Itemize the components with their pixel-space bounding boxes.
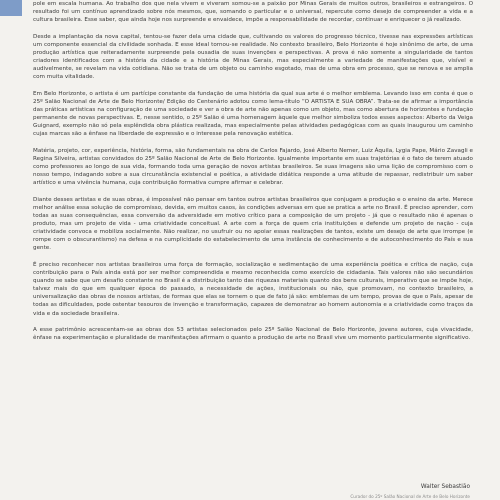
corner-color-block xyxy=(0,0,22,16)
paragraph-3: Em Belo Horizonte, o artista é um partícipe constante da fundação de uma história da qual sua arte é o melhor emblema. Levando isso em conta é que o 25º Salão Nacional de Arte de Belo Horizonte/ Edição do Centenário adotou como lema-título “O ARTISTA E SUA OBRA”. Trata-se de afirmar a importância das práticas artísticas na configuração de uma sociedade e ver a obra de arte não apenas como um objeto, mas como abertura de horizontes e fundação permanente de novas perspectivas. E, nesse sentido, o 25º Salão é uma homenagem àquele que melhor simboliza todos esses aspectos: Alberto da Veiga Guignard, exemplo não só pela esplêndida obra plástica realizada, mas especialmente pelas atividades pedagógicas com as quais inaugurou um caminho cujas marcas são a ênfase na liberdade de expressão e o interesse pela renovação estética. xyxy=(33,90,473,138)
paragraph-2: Desde a implantação da nova capital, tentou-se fazer dela uma cidade que, cultivando os valores do progresso técnico, tivesse nas expressões artísticas um componente essencial da civilidade sonhada. E esse ideal tornou-se realidade. No contexto brasileiro, Belo Horizonte é hoje sinônimo de arte, de uma produção artística que reiteradamente surpreende pela ousadia de suas invenções e perspectivas. A prova é não somente a singularidade de tantos criadores identificados com a história da cidade e a história de Minas Gerais, mas especialmente a variedade de manifestações que, visível e audivelmente, se revelam na vida cotidiana. Não se trata de um objeto ou caminho esgotado, mas de uma obra em processo, que se renova e se amplia com muita vitalidade. xyxy=(33,33,473,81)
paragraph-7: A esse patrimônio acrescentam-se as obras dos 53 artistas selecionados pelo 25º Salão Nacional de Belo Horizonte, jovens autores, cuja vivacidade, ênfase na experimentação e pluralidade de manifestações afirmam o quanto a produção de arte no Brasil vive um momento particularmente significativo. xyxy=(33,326,473,342)
paragraph-5: Diante desses artistas e de suas obras, é impossível não pensar em tantos outros artistas brasileiros que conjugam a produção e o ensino da arte. Merece melhor análise essa solução de compromisso, devida, em muitos casos, às condições adversas em que se pratica a arte no Brasil. É preciso aprender, com todas as suas consequências, essa conversão da adversidade em motivo crítico para a composição de um projeto - já que o resultado não é apenas o produto, mas um projeto de vida - uma criatividade conceitual. A arte com a força de quem cria instituições e defende um projeto de nação - cuja criatividade convoca e mobiliza socialmente. Não realizar, no usufruir ou no apoiar essas realizações de tantos, existe um desejo de arte que irrompe (e rompe com o obscurantismo) na defesa e na cumplicidade do estabelecimento de uma instância de conhecimento e de autoconhecimento do País e sua gente. xyxy=(33,196,473,252)
paragraph-1: pole em escala humana. Ao trabalho dos que nela vivem e viveram somou-se a paixão por Minas Gerais de muitos outros, brasileiros e estrangeiros. O resultado foi um contínuo aprendizado sobre nós mesmos, que, somando o particular e o universal, repercute como desejo de compreender a vida e a cultura brasileira. Esse saber, que ainda hoje nos surpreende e envaidece, impõe a responsabilidade de recordar, continuar e enriquecer o já realizado. xyxy=(33,1,473,24)
article-body xyxy=(33,0,473,350)
paragraph-4: Matéria, projeto, cor, experiência, história, forma, são fundamentais na obra de Carlos Fajardo, José Alberto Nemer, Luiz Áquila, Lygia Pape, Mário Zavagli e Regina Silveira, artistas convidados do 25º Salão Nacional de Arte de Belo Horizonte. Igualmente importante em suas trajetórias é o fato de terem atuado como professores ao longo de sua vida, formando toda uma geração de novos artistas brasileiros. Se suas imagens são uma lição de compromisso com o nosso tempo, indagando sobre a sua circunstância existencial e poética, a atividade didática responde a uma atitude de repassar, redistribuir um saber artístico e uma vivência humana, cuja contribuição formativa cumpre afirmar e celebrar. xyxy=(33,147,473,187)
author-role-note: Curador do 25º Salão Nacional de Arte de Belo Horizonte xyxy=(350,494,470,499)
author-signature: Walter Sebastião xyxy=(420,484,470,490)
paragraph-6: É preciso reconhecer nos artistas brasileiros uma força de formação, socialização e sedimentação de uma experiência poética e crítica de nação, cuja contribuição para o País ainda está por ser melhor compreendida e mesmo reconhecida como exercício de cidadania. Tais valores não são secundários quando se sabe que um desafio constante no Brasil é a distribuição tanto das riquezas materiais quanto dos bens culturais, imperativo que se impõe hoje, talvez mais do que em qualquer época do passado, a necessidade de ações, institucionais ou não, que promovam, no contexto brasileiro, a universalização das obras de nossos artistas, de formas que elas se tornem o que de fato já são: emblemas de um tempo, provas de que o País, apesar de todas as dificuldades, pode ostentar tesouros de invenção e transformação, capazes de demonstrar ao homem autonomia e a criatividade como traços da vida e da sociedade brasileira. xyxy=(33,261,473,317)
